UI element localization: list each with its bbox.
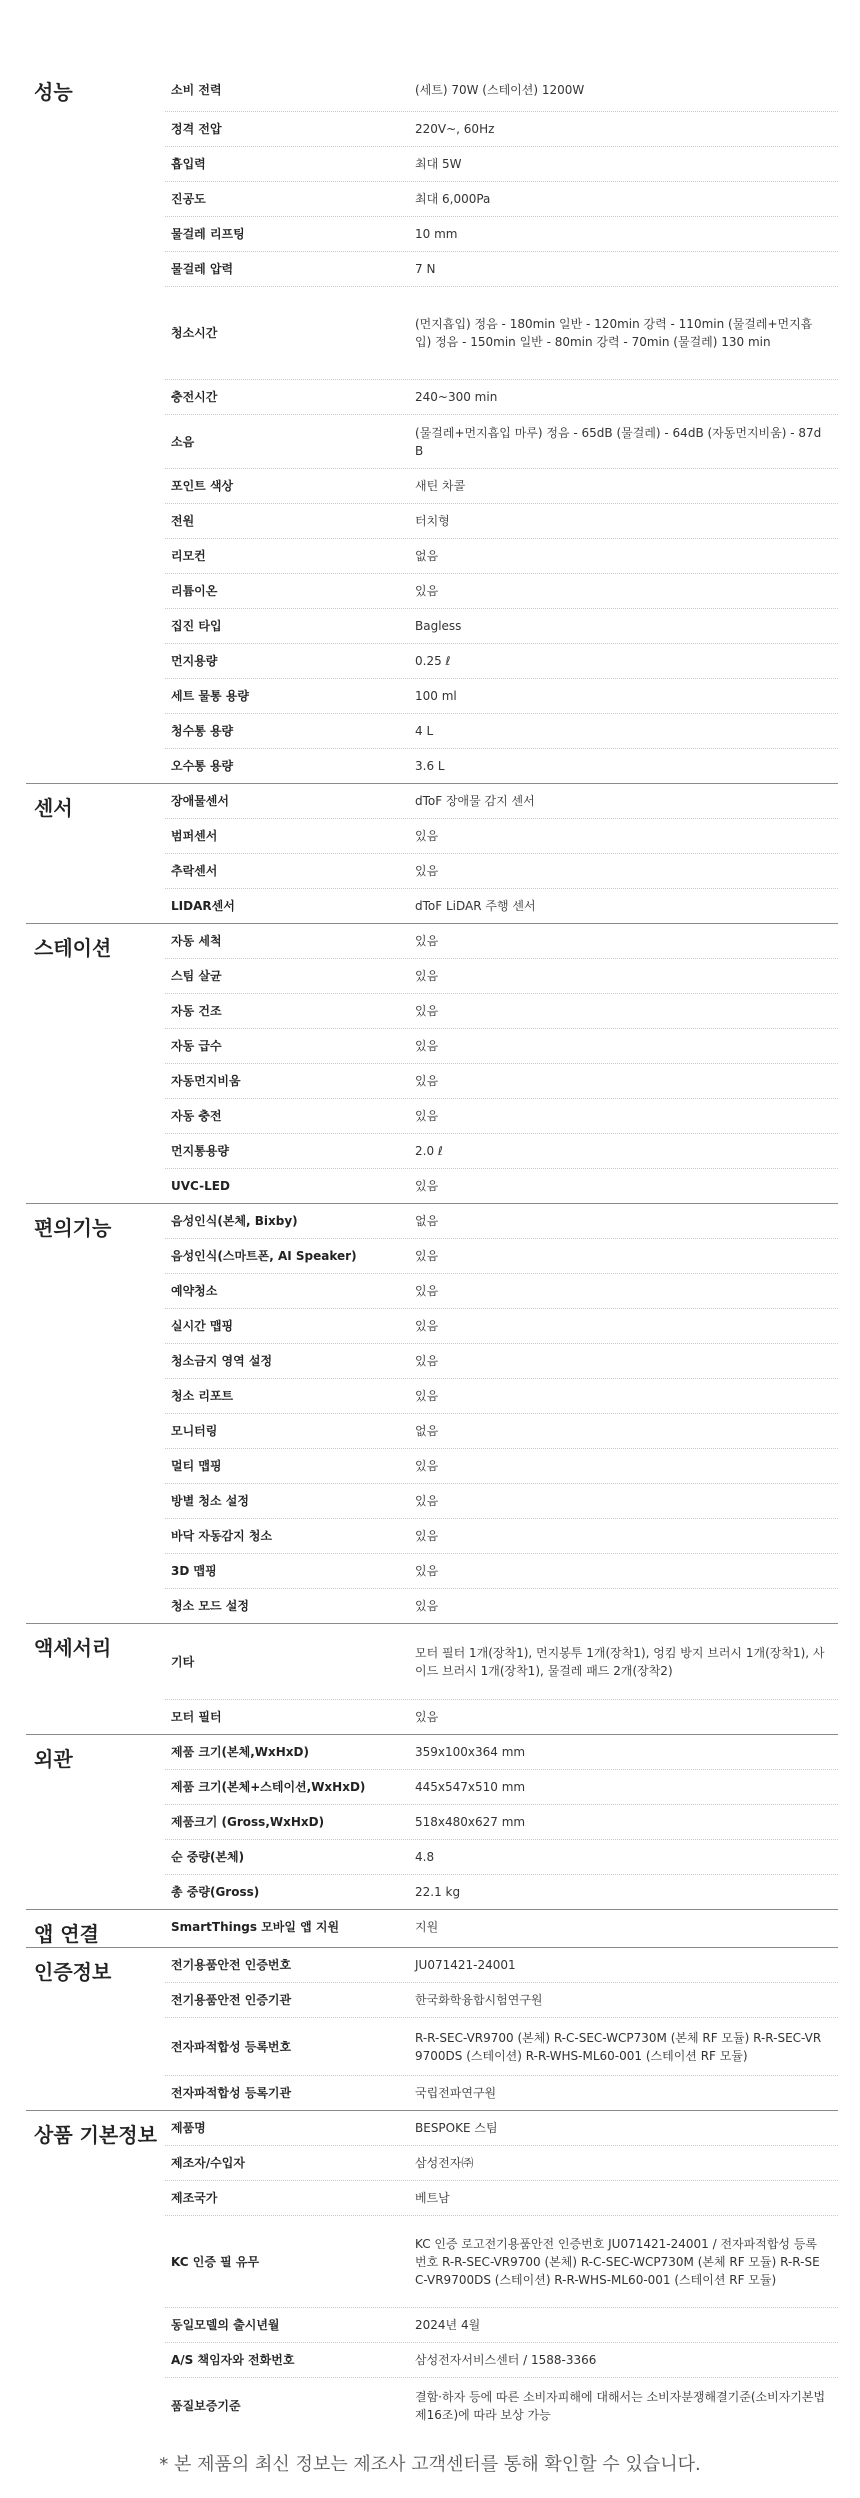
section-title: 앱 연결 — [34, 1922, 99, 1946]
spec-label: 소비 전력 — [171, 82, 222, 97]
spec-label: 음성인식(본체, Bixby) — [171, 1214, 298, 1228]
spec-value: 22.1 kg — [415, 1885, 461, 1899]
spec-row — [165, 287, 838, 380]
section-rows — [165, 1910, 838, 1947]
spec-value: 있음 — [415, 1529, 439, 1543]
spec-label: A/S 책임자와 전화번호 — [171, 2353, 295, 2367]
spec-table — [26, 68, 838, 2433]
section-title: 편의기능 — [34, 1216, 112, 1240]
spec-label: 예약청소 — [171, 1284, 218, 1298]
spec-label: 제품명 — [171, 2121, 206, 2135]
spec-row — [165, 644, 838, 679]
spec-value: 모터 필터 1개(장착1), 먼지봉투 1개(장착1), 엉킴 방지 브러시 1개(장착1), 사이드 브러시 1개(장착1), 물걸레 패드 2개(장착2) — [415, 1645, 825, 1678]
spec-value: 10 mm — [415, 227, 458, 241]
spec-label: 범퍼센서 — [171, 829, 218, 843]
spec-value: dToF 장애물 감지 센서 — [415, 794, 535, 808]
spec-value: 있음 — [415, 1710, 439, 1724]
spec-label: 장애물센서 — [171, 794, 229, 808]
spec-label: 전자파적합성 등록기관 — [171, 2086, 292, 2100]
section-rows — [165, 68, 838, 783]
spec-value: 있음 — [415, 1249, 439, 1263]
spec-section — [26, 2110, 838, 2433]
spec-row — [165, 1805, 838, 1840]
spec-section — [26, 68, 838, 783]
spec-row — [165, 1064, 838, 1099]
spec-row — [165, 959, 838, 994]
spec-value: 있음 — [415, 1599, 439, 1613]
spec-value: 한국화학융합시험연구원 — [415, 1993, 543, 2007]
spec-row — [165, 1099, 838, 1134]
spec-row — [165, 2076, 838, 2110]
spec-value: 결함·하자 등에 따른 소비자피해에 대해서는 소비자분쟁해결기준(소비자기본법 제16조)에 따라 보상 가능 — [415, 2389, 826, 2422]
spec-label: 제품 크기(본체+스테이션,WxHxD) — [171, 1780, 366, 1794]
spec-row — [165, 1589, 838, 1623]
spec-value: 국립전파연구원 — [415, 2086, 497, 2100]
section-title: 성능 — [34, 80, 73, 104]
spec-value: 삼성전자㈜ — [415, 2156, 474, 2170]
section-title: 스테이션 — [34, 936, 112, 960]
spec-row — [165, 2343, 838, 2378]
spec-label: 제품 크기(본체,WxHxD) — [171, 1745, 309, 1759]
spec-value: 새틴 차콜 — [415, 479, 466, 493]
spec-row — [165, 1029, 838, 1064]
spec-value: 4.8 — [415, 1850, 435, 1864]
spec-label: 흡입력 — [171, 157, 206, 171]
spec-label: 소음 — [171, 434, 195, 449]
spec-section — [26, 923, 838, 1203]
spec-value: 240~300 min — [415, 390, 498, 404]
spec-label: 자동 충전 — [171, 1109, 222, 1123]
spec-value: JU071421-24001 — [415, 1958, 516, 1972]
spec-row — [165, 574, 838, 609]
spec-value: 있음 — [415, 1284, 439, 1298]
spec-value: 있음 — [415, 1459, 439, 1473]
spec-value: 있음 — [415, 584, 439, 598]
spec-row — [165, 2111, 838, 2146]
spec-value: 최대 5W — [415, 157, 462, 171]
spec-label: 청소 모드 설정 — [171, 1599, 249, 1613]
spec-label: 방별 청소 설정 — [171, 1494, 249, 1508]
spec-label: 제조자/수입자 — [171, 2156, 245, 2170]
spec-section — [26, 1203, 838, 1623]
spec-row — [165, 1735, 838, 1770]
spec-label: 리모컨 — [171, 549, 206, 563]
spec-row — [165, 2216, 838, 2308]
spec-row — [165, 994, 838, 1029]
spec-label: 총 중량(Gross) — [171, 1885, 260, 1899]
spec-row — [165, 679, 838, 714]
spec-row — [165, 469, 838, 504]
spec-label: 오수통 용량 — [171, 759, 234, 773]
spec-row — [165, 1700, 838, 1734]
spec-value: 없음 — [415, 549, 439, 563]
spec-label: LIDAR센서 — [171, 899, 235, 913]
spec-label: 청수통 용량 — [171, 724, 234, 738]
spec-row — [165, 1519, 838, 1554]
section-rows — [165, 1204, 838, 1623]
spec-value: 없음 — [415, 1214, 439, 1228]
spec-value: 없음 — [415, 1424, 439, 1438]
spec-label: 청소시간 — [171, 326, 218, 340]
section-rows — [165, 1735, 838, 1909]
spec-value: 0.25 ℓ — [415, 654, 451, 668]
spec-label: 스팀 살균 — [171, 969, 222, 983]
spec-row — [165, 539, 838, 574]
spec-label: 멀티 맵핑 — [171, 1459, 222, 1473]
spec-value: Bagless — [415, 619, 462, 633]
spec-value: 3.6 L — [415, 759, 445, 773]
spec-row — [165, 889, 838, 923]
spec-value: 2024년 4월 — [415, 2318, 481, 2332]
section-rows — [165, 784, 838, 923]
spec-value: (물걸레+먼지흡입 마루) 정음 - 65dB (물걸레) - 64dB (자동먼지비움) - 87dB — [415, 425, 822, 458]
spec-label: 3D 맵핑 — [171, 1564, 217, 1578]
spec-label: 실시간 맵핑 — [171, 1319, 234, 1333]
spec-label: 물걸레 리프팅 — [171, 227, 245, 241]
spec-row — [165, 2378, 838, 2433]
spec-label: 제조국가 — [171, 2191, 218, 2205]
section-rows — [165, 924, 838, 1203]
spec-label: 전기용품안전 인증기관 — [171, 1993, 292, 2007]
spec-label: UVC-LED — [171, 1179, 230, 1193]
spec-value: 베트남 — [415, 2191, 450, 2205]
spec-value: BESPOKE 스팀 — [415, 2121, 498, 2135]
spec-value: 518x480x627 mm — [415, 1815, 526, 1829]
spec-value: KC 인증 로고전기용품안전 인증번호 JU071421-24001 / 전자파적합성 등록번호 R-R-SEC-VR9700 (본체) R-C-SEC-WCP730M (본체 RF 모듈) R-R-SEC-VR9700DS (스테이션) R-R-WHS-ML60-001 (스테이션 RF 모듈) — [415, 2236, 820, 2287]
spec-value: 있음 — [415, 1179, 439, 1193]
spec-label: 물걸레 압력 — [171, 262, 234, 276]
spec-row — [165, 1239, 838, 1274]
spec-label: 전기용품안전 인증번호 — [171, 1958, 292, 1972]
spec-label: 집진 타입 — [171, 619, 222, 633]
spec-row — [165, 1414, 838, 1449]
section-title: 외관 — [34, 1747, 73, 1771]
spec-label: 전자파적합성 등록번호 — [171, 2039, 292, 2054]
spec-section — [26, 783, 838, 923]
spec-row — [165, 112, 838, 147]
spec-row — [165, 1910, 838, 1944]
spec-label: 자동 건조 — [171, 1004, 222, 1018]
spec-row — [165, 924, 838, 959]
spec-label: 품질보증기준 — [171, 2398, 241, 2413]
spec-label: 바닥 자동감지 청소 — [171, 1529, 273, 1543]
section-title: 인증정보 — [34, 1960, 112, 1984]
spec-value: 있음 — [415, 829, 439, 843]
spec-row — [165, 1449, 838, 1484]
spec-row — [165, 1134, 838, 1169]
spec-value: 220V~, 60Hz — [415, 122, 495, 136]
spec-row — [165, 2308, 838, 2343]
spec-row — [165, 1309, 838, 1344]
spec-value: 있음 — [415, 1564, 439, 1578]
spec-label: 전원 — [171, 514, 195, 528]
spec-row — [165, 147, 838, 182]
spec-value: 100 ml — [415, 689, 457, 703]
spec-row — [165, 1983, 838, 2018]
spec-label: 제품크기 (Gross,WxHxD) — [171, 1815, 325, 1829]
spec-label: 추락센서 — [171, 864, 218, 878]
spec-value: 지원 — [415, 1920, 439, 1934]
spec-row — [165, 819, 838, 854]
spec-label: 자동먼지비움 — [171, 1074, 241, 1088]
footer-note: * 본 제품의 최신 정보는 제조사 고객센터를 통해 확인할 수 있습니다. — [159, 2454, 701, 2475]
spec-value: 최대 6,000Pa — [415, 192, 491, 206]
spec-label: 자동 급수 — [171, 1039, 222, 1053]
spec-row — [165, 68, 838, 112]
spec-label: 자동 세척 — [171, 934, 222, 948]
spec-value: 4 L — [415, 724, 434, 738]
section-title: 센서 — [34, 796, 73, 820]
spec-value: 있음 — [415, 864, 439, 878]
spec-row — [165, 217, 838, 252]
spec-label: SmartThings 모바일 앱 지원 — [171, 1920, 340, 1934]
spec-label: 세트 물통 용량 — [171, 689, 249, 703]
spec-label: 동일모델의 출시년월 — [171, 2318, 280, 2332]
spec-label: KC 인증 필 유무 — [171, 2254, 260, 2269]
spec-row — [165, 714, 838, 749]
spec-row — [165, 415, 838, 469]
spec-value: 445x547x510 mm — [415, 1780, 526, 1794]
spec-value: 있음 — [415, 1494, 439, 1508]
spec-row — [165, 504, 838, 539]
spec-row — [165, 1169, 838, 1203]
spec-row — [165, 1344, 838, 1379]
spec-value: dToF LiDAR 주행 센서 — [415, 899, 536, 913]
spec-label: 리튬이온 — [171, 584, 218, 598]
spec-section — [26, 1909, 838, 1947]
section-title: 상품 기본정보 — [34, 2123, 157, 2147]
spec-row — [165, 1484, 838, 1519]
spec-value: (세트) 70W (스테이션) 1200W — [415, 82, 585, 97]
spec-label: 먼지용량 — [171, 654, 218, 668]
spec-row — [165, 1875, 838, 1909]
spec-label: 기타 — [171, 1654, 195, 1669]
spec-row — [165, 380, 838, 415]
spec-value: 359x100x364 mm — [415, 1745, 526, 1759]
spec-value: 있음 — [415, 1109, 439, 1123]
spec-row — [165, 2146, 838, 2181]
section-rows — [165, 1948, 838, 2110]
spec-row — [165, 1840, 838, 1875]
spec-row — [165, 1770, 838, 1805]
spec-value: 있음 — [415, 934, 439, 948]
spec-row — [165, 2018, 838, 2076]
section-title: 액세서리 — [34, 1636, 112, 1660]
spec-section — [26, 1623, 838, 1734]
spec-value: 있음 — [415, 1319, 439, 1333]
spec-value: 있음 — [415, 1389, 439, 1403]
spec-value: 있음 — [415, 1039, 439, 1053]
spec-value: 있음 — [415, 1354, 439, 1368]
spec-row — [165, 1624, 838, 1700]
section-rows — [165, 1624, 838, 1734]
spec-value: 있음 — [415, 1004, 439, 1018]
spec-label: 모터 필터 — [171, 1710, 222, 1724]
spec-row — [165, 2181, 838, 2216]
spec-row — [165, 749, 838, 783]
spec-label: 모니터링 — [171, 1424, 218, 1438]
spec-row — [165, 182, 838, 217]
spec-label: 충전시간 — [171, 390, 218, 404]
spec-row — [165, 252, 838, 287]
spec-row — [165, 784, 838, 819]
spec-label: 진공도 — [171, 192, 206, 206]
spec-value: 있음 — [415, 1074, 439, 1088]
spec-label: 청소 리포트 — [171, 1389, 234, 1403]
spec-label: 음성인식(스마트폰, AI Speaker) — [171, 1249, 357, 1263]
spec-value: (먼지흡입) 정음 - 180min 일반 - 120min 강력 - 110min (물걸레+먼지흡입) 정음 - 150min 일반 - 80min 강력 - 70min (물걸레) 130 min — [415, 317, 813, 349]
spec-label: 정격 전압 — [171, 122, 222, 136]
spec-label: 포인트 색상 — [171, 479, 234, 493]
spec-value: 있음 — [415, 969, 439, 983]
spec-value: R-R-SEC-VR9700 (본체) R-C-SEC-WCP730M (본체 RF 모듈) R-R-SEC-VR9700DS (스테이션) R-R-WHS-ML60-001 (스테이션 RF 모듈) — [415, 2030, 822, 2063]
spec-row — [165, 1554, 838, 1589]
spec-row — [165, 854, 838, 889]
spec-row — [165, 1948, 838, 1983]
spec-label: 순 중량(본체) — [171, 1850, 245, 1864]
spec-row — [165, 1204, 838, 1239]
section-rows — [165, 2111, 838, 2433]
spec-value: 2.0 ℓ — [415, 1144, 443, 1158]
spec-section — [26, 1947, 838, 2110]
spec-section — [26, 1734, 838, 1909]
spec-label: 청소금지 영역 설정 — [171, 1354, 273, 1368]
spec-label: 먼지통용량 — [171, 1144, 229, 1158]
spec-value: 7 N — [415, 262, 436, 276]
spec-row — [165, 1379, 838, 1414]
spec-value: 삼성전자서비스센터 / 1588-3366 — [415, 2353, 597, 2367]
spec-row — [165, 609, 838, 644]
spec-value: 터치형 — [415, 514, 450, 528]
spec-row — [165, 1274, 838, 1309]
